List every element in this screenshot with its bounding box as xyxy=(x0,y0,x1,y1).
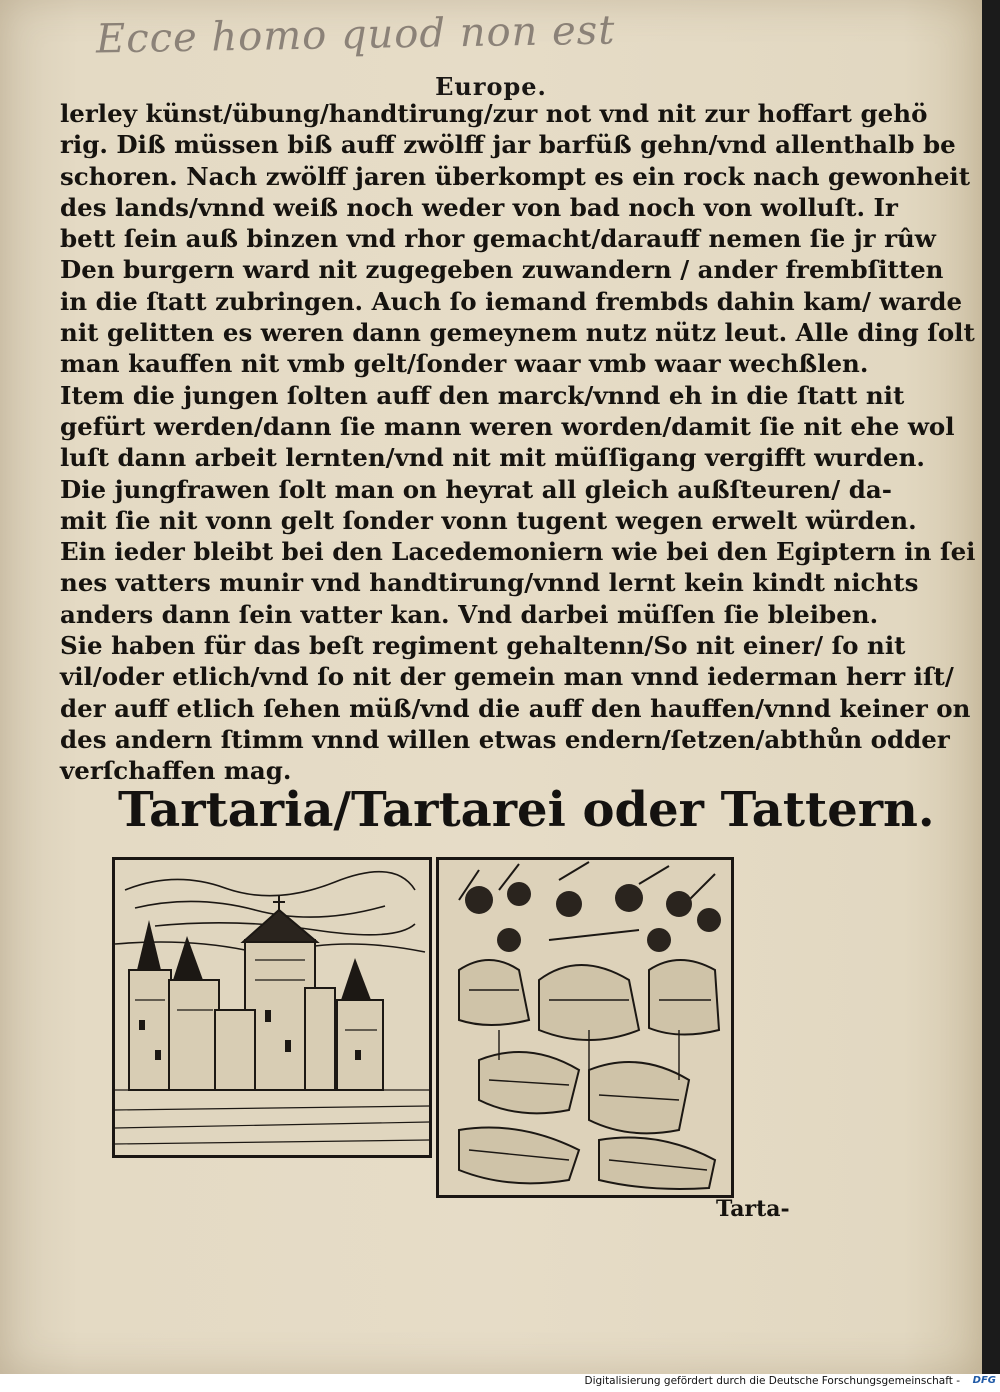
text-line: lerley künst/übung/handtirung/zur not vnd nit zur hoffart gehö xyxy=(60,99,928,128)
text-line: gefürt werden/dann ſie mann weren worden/damit ſie nit ehe wol xyxy=(60,411,955,441)
text-line: Ein ieder bleibt bei den Lacedemoniern wie bei den Egiptern in ſei xyxy=(60,537,976,567)
town-woodcut-drawing xyxy=(115,860,429,1155)
battle-woodcut-drawing xyxy=(439,860,731,1195)
text-line: Den burgern ward nit zugegeben zuwandern / ander frembſitten xyxy=(60,255,944,285)
text-line: anders dann ſein vatter kan. Vnd darbei müſſen ſie bleiben. xyxy=(60,599,879,629)
footer-bar xyxy=(0,1374,1000,1392)
text-line: verſchaffen mag. xyxy=(60,756,292,786)
text-line: vil/oder etlich/vnd ſo nit der gemein man vnnd iederman herr iſt/ xyxy=(60,662,954,692)
text-line: des lands/vnnd weiß noch weder von bad noch von wolluſt. Ir xyxy=(60,192,898,222)
text-line: Die jungfrawen ſolt man on heyrat all gleich außſteuren/ da- xyxy=(60,474,892,504)
woodcut-town-illustration xyxy=(112,857,432,1158)
dfg-logo xyxy=(973,1375,996,1386)
section-title: Tartaria/Tartarei oder Tattern. xyxy=(118,782,935,838)
text-line: schoren. Nach zwölff jaren überkompt es ein rock nach gewonheit xyxy=(60,161,971,191)
text-line: in die ſtatt zubringen. Auch ſo iemand frembds dahin kam/ warde xyxy=(60,286,963,316)
text-line: Item die jungen ſolten auff den marck/vnnd eh in die ſtatt nit xyxy=(60,380,905,410)
handwritten-note: Ecce homo quod non est xyxy=(95,7,616,63)
text-line: man kauffen nit vmb gelt/ſonder waar vmb waar wechßlen. xyxy=(60,349,869,379)
body-text xyxy=(60,98,976,787)
text-line: rig. Diß müssen biß auff zwölff jar barfüß gehn/vnd allenthalb be xyxy=(60,130,956,160)
text-line: nit gelitten es weren dann gemeynem nutz nütz leut. Alle ding ſolt xyxy=(60,318,975,348)
text-line: mit ſie nit vonn gelt ſonder vonn tugent wegen erwelt würden. xyxy=(60,505,917,535)
woodcut-battle-illustration xyxy=(436,857,734,1198)
text-line: der auff etlich ſehen müß/vnd die auff den hauffen/vnnd keiner on xyxy=(60,693,971,723)
text-line: Sie haben für das beſt regiment gehaltenn/So nit einer/ ſo nit xyxy=(60,631,906,661)
running-head: Europe. xyxy=(435,72,547,101)
text-line: luſt dann arbeit lernten/vnd nit mit müſſigang vergifft wurden. xyxy=(60,443,925,473)
text-line: des andern ſtimm vnnd willen etwas endern/ſetzen/abthůn odder xyxy=(60,724,950,754)
text-line: nes vatters munir vnd handtirung/vnnd lernt kein kindt nichts xyxy=(60,568,919,598)
dfg-logo-text: DFG xyxy=(972,1375,996,1386)
catchword: Tarta- xyxy=(716,1196,790,1222)
footer-credit: Digitalisierung gefördert durch die Deutsche Forschungsgemeinschaft - xyxy=(584,1375,960,1387)
text-line: bett ſein auß binzen vnd rhor gemacht/darauff nemen ſie jr rûw xyxy=(60,224,936,254)
